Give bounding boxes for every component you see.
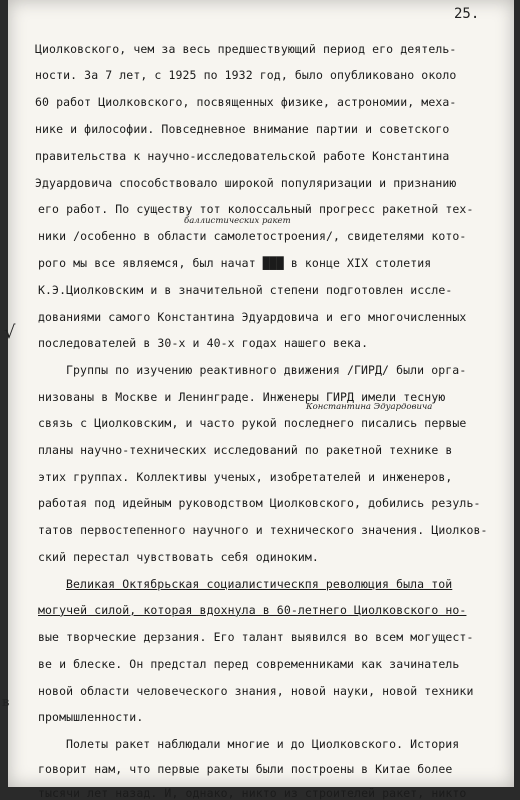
text-line: говорит нам, что первые ракеты были построены в Китае более [38,762,453,776]
text-line: связь с Циолковским, и часто рукой последнего писались первые [38,416,467,430]
text-line: ники /особенно в области самолетостроения/, свидетелями кото- [38,229,467,243]
text-line: нике и философии. Повседневное внимание партии и советского [35,122,450,136]
document-page [2,0,514,800]
margin-check-mark: √ [4,322,16,343]
text-line: последователей в 30-х и 40-х годах нашего века. [38,336,369,350]
text-line: новой области человеческого знания, новой науки, новой техники [38,684,474,698]
text-line: Эдуардовича способствовало широкой популяризации и признанию [35,176,457,190]
handwritten-insertion: баллистических ракет [184,216,291,226]
text-line: Группы по изучению реактивного движения /ГИРД/ были орга- [66,363,467,377]
text-line: ский перестал чувствовать себя одиноким. [38,550,319,564]
text-line: планы научно-технических исследований по ракетной технике в [38,443,453,457]
text-line: этих группах. Коллективы ученых, изобретателей и инженеров, [38,470,453,484]
text-line: ности. За 7 лет, с 1925 по 1932 год, было опубликовано около [35,68,457,82]
text-line: 60 работ Циолковского, посвященных физике, астрономии, меха- [35,95,457,109]
text-line: правительства к научно-исследовательской работе Константина [35,149,450,163]
margin-letter: в [2,695,10,710]
text-line: работая под идейным руководством Циолковского, добились резуль- [38,496,481,510]
text-line: низованы в Москве и Ленинграде. Инженеры ГИРД имели тесную [38,390,446,404]
underlined-line: могучей силой, которая вдохнула в 60-летнего Циолковского но- [38,603,467,617]
text-line: ве и блеске. Он предстал перед современниками как зачинатель [38,657,460,671]
text-line: татов первостепенного научного и технического значения. Циолков- [38,523,488,537]
text-line: дованиями самого Константина Эдуардовича и его многочисленных [38,310,467,324]
text-line: тысячи лет назад. И, однако, никто из строителей ракет, никто [38,786,467,800]
text-line: Циолковского, чем за весь предшествующий период его деятель- [35,42,457,56]
text-line: рого мы все являемся, был начат ███ в конце XIX столетия [38,256,432,270]
text-line: К.Э.Циолковским и в значительной степени подготовлен иссле- [38,283,453,297]
text-line: промышленности. [38,710,144,724]
handwritten-insertion: Константина Эдуардовича [306,402,433,412]
text-line: его работ. По существу тот колоссальный прогресс ракетной тех- [38,202,474,216]
text-line: Полеты ракет наблюдали многие и до Циолковского. История [66,737,460,751]
underlined-line: Великая Октябрьская социалистическпя революция была той [66,577,453,591]
text-line: вые творческие дерзания. Его талант выявился во всем могущест- [38,630,474,644]
page-number: 25. [454,6,480,22]
